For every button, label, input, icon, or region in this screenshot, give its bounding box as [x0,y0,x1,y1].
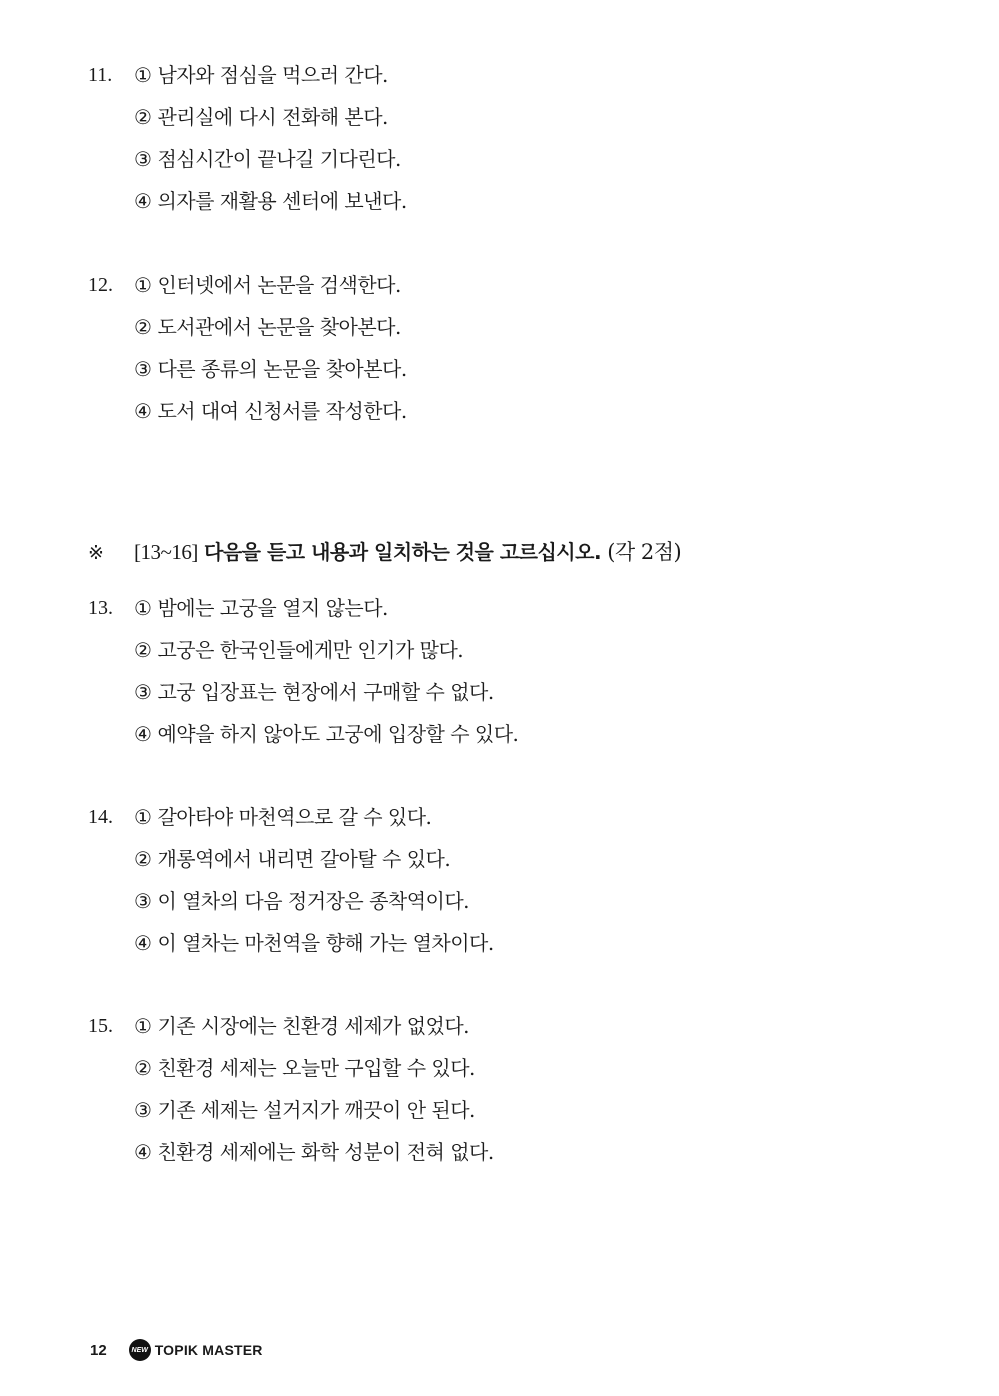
option-marker: ① [134,805,152,829]
option-text: 예약을 하지 않아도 고궁에 입장할 수 있다. [157,722,519,746]
option-text: 친환경 세제에는 화학 성분이 전혀 없다. [157,1140,494,1164]
option-text: 도서 대여 신청서를 작성한다. [157,399,407,423]
option-4 [134,713,518,755]
option-marker: ① [134,273,152,297]
option-text: 남자와 점심을 먹으러 간다. [157,63,388,87]
option-text: 다른 종류의 논문을 찾아본다. [157,357,407,381]
option-text: 친환경 세제는 오늘만 구입할 수 있다. [157,1056,475,1080]
new-badge-icon: NEW [129,1339,151,1361]
option-1 [134,796,431,838]
option-1 [134,1005,469,1047]
option-marker: ② [134,638,152,662]
section-instruction [88,531,681,574]
option-marker: ④ [134,399,152,423]
section-points: (각 2점) [607,540,682,564]
option-text: 기존 세제는 설거지가 깨끗이 안 된다. [157,1098,475,1122]
option-1 [134,264,401,306]
section-range: [13~16] [134,540,198,564]
option-3 [134,1089,475,1131]
question-number: 14. [88,806,113,828]
page-number: 12 [90,1341,107,1359]
option-1 [134,54,388,96]
question-number: 15. [88,1015,113,1037]
option-3 [134,671,494,713]
option-2 [134,1047,475,1089]
option-marker: ② [134,105,152,129]
option-marker: ② [134,315,152,339]
option-text: 의자를 재활용 센터에 보낸다. [157,189,407,213]
option-text: 고궁은 한국인들에게만 인기가 많다. [157,638,464,662]
option-text: 기존 시장에는 친환경 세제가 없었다. [157,1014,470,1038]
option-marker: ① [134,596,152,620]
question-number: 12. [88,274,113,296]
option-marker: ② [134,1056,152,1080]
option-text: 이 열차는 마천역을 향해 가는 열차이다. [157,931,494,955]
option-marker: ④ [134,189,152,213]
reference-mark-icon: ※ [88,542,104,564]
page-footer [90,1338,263,1362]
option-marker: ③ [134,357,152,381]
option-1 [134,587,388,629]
option-2 [134,629,463,671]
option-4 [134,390,407,432]
option-3 [134,138,401,180]
option-marker: ① [134,63,152,87]
option-marker: ③ [134,680,152,704]
option-2 [134,306,401,348]
option-marker: ① [134,1014,152,1038]
option-marker: ④ [134,931,152,955]
option-text: 도서관에서 논문을 찾아본다. [157,315,401,339]
option-marker: ④ [134,1140,152,1164]
option-marker: ② [134,847,152,871]
option-marker: ④ [134,722,152,746]
option-text: 갈아타야 마천역으로 갈 수 있다. [157,805,432,829]
option-text: 밤에는 고궁을 열지 않는다. [157,596,388,620]
option-text: 점심시간이 끝나길 기다린다. [157,147,401,171]
question-number: 13. [88,597,113,619]
option-3 [134,880,469,922]
option-2 [134,838,450,880]
option-text: 인터넷에서 논문을 검색한다. [157,273,401,297]
option-3 [134,348,407,390]
option-marker: ③ [134,147,152,171]
option-4 [134,1131,494,1173]
option-4 [134,180,407,222]
option-text: 고궁 입장표는 현장에서 구매할 수 없다. [157,680,494,704]
option-text: 관리실에 다시 전화해 본다. [157,105,388,129]
section-instruction-text: 다음을 듣고 내용과 일치하는 것을 고르십시오. [204,540,602,564]
option-4 [134,922,494,964]
question-number: 11. [88,64,113,86]
option-text: 이 열차의 다음 정거장은 종착역이다. [157,889,470,913]
option-text: 개롱역에서 내리면 갈아탈 수 있다. [157,847,451,871]
brand-logo-text: TOPIK MASTER [154,1342,263,1358]
option-marker: ③ [134,889,152,913]
option-2 [134,96,388,138]
option-marker: ③ [134,1098,152,1122]
